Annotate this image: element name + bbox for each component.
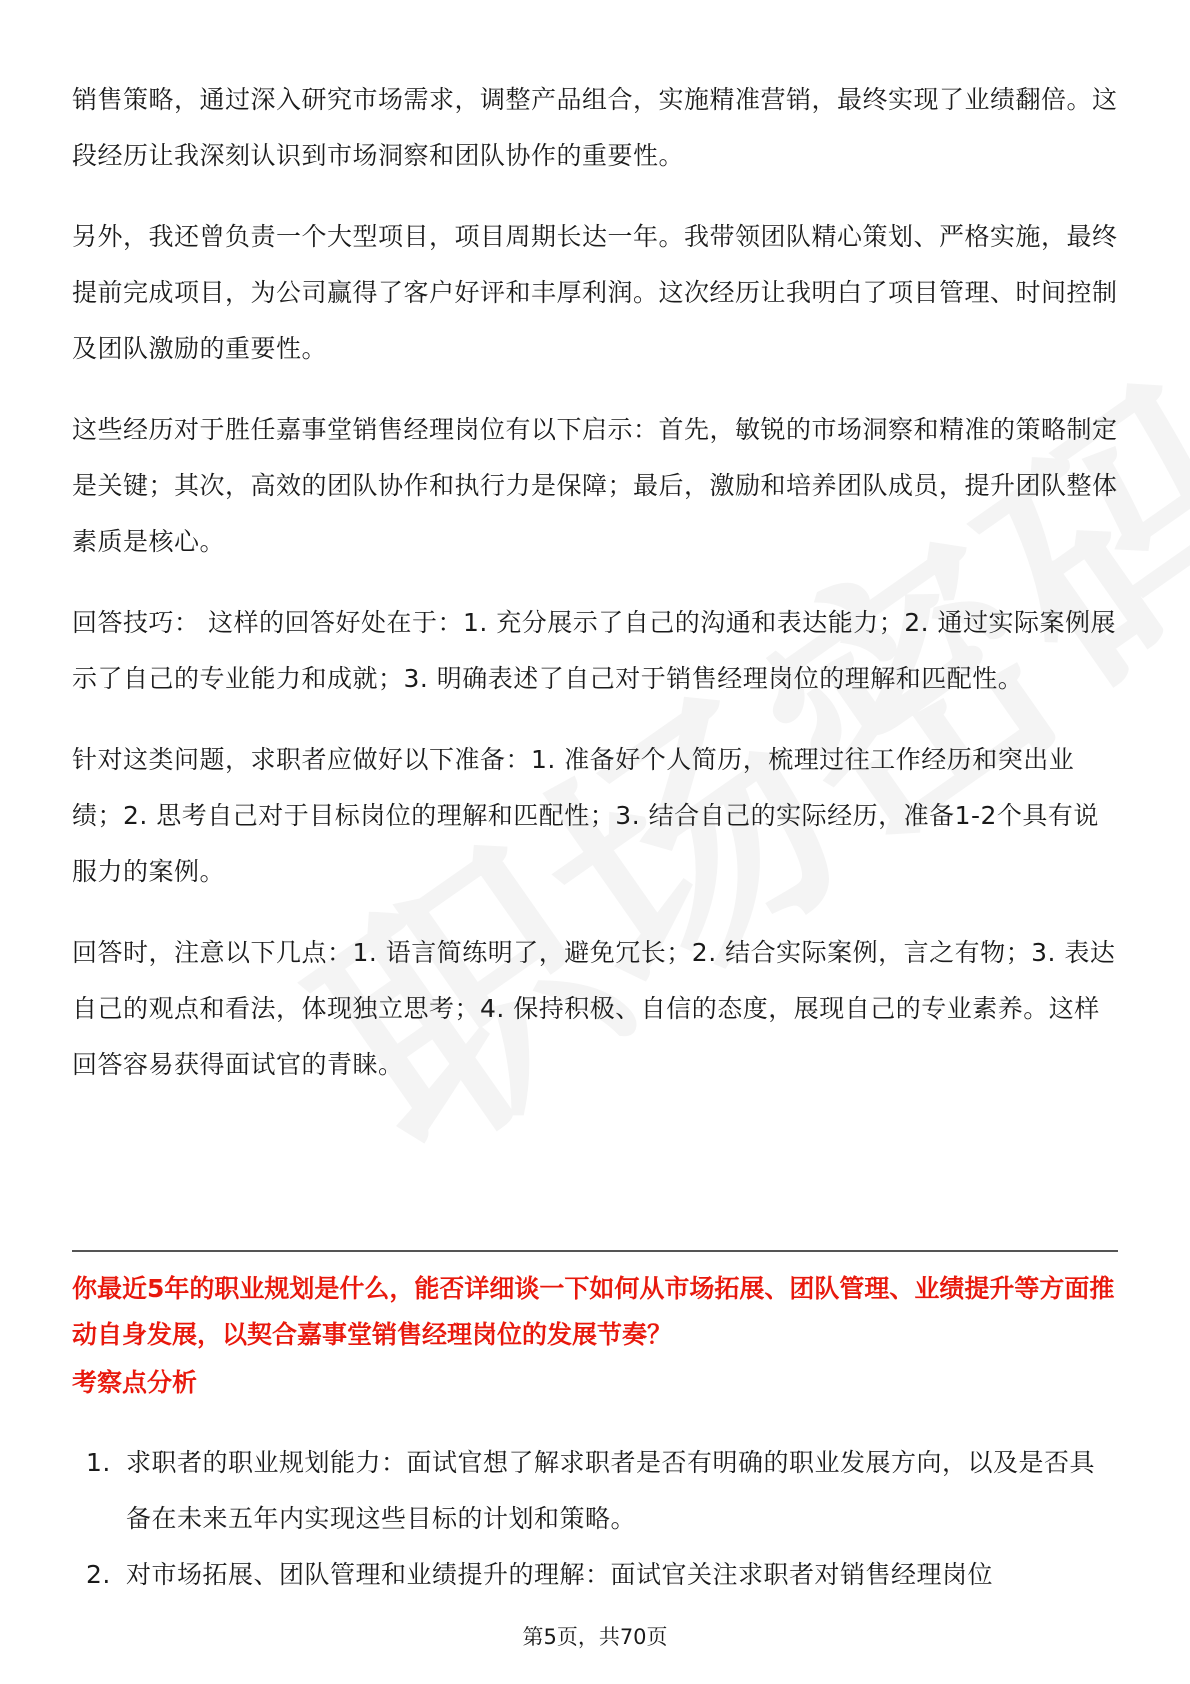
analysis-list [72, 1435, 1118, 1603]
paragraph-5: 针对这类问题，求职者应做好以下准备：1. 准备好个人简历，梳理过往工作经历和突出业绩；2. 思考自己对于目标岗位的理解和匹配性；3. 结合自己的实际经历，准备1-2个具有说服力的案例。 [72, 745, 1099, 886]
list-item-number: 2. [86, 1560, 111, 1589]
page-footer: 第5页，共70页 [522, 1625, 668, 1649]
paragraph-3: 这些经历对于胜任嘉事堂销售经理岗位有以下启示：首先，敏锐的市场洞察和精准的策略制定是关键；其次，高效的团队协作和执行力是保障；最后，激励和培养团队成员，提升团队整体素质是核心。 [72, 415, 1118, 556]
list-item [72, 1435, 1118, 1547]
interview-question: 你最近5年的职业规划是什么，能否详细谈一下如何从市场拓展、团队管理、业绩提升等方面推动自身发展，以契合嘉事堂销售经理岗位的发展节奏？ [72, 1274, 1115, 1349]
list-item-text: 对市场拓展、团队管理和业绩提升的理解：面试官关注求职者对销售经理岗位 [126, 1560, 994, 1589]
list-item-number: 1. [86, 1448, 111, 1477]
paragraph-4: 回答技巧： 这样的回答好处在于：1. 充分展示了自己的沟通和表达能力；2. 通过实际案例展示了自己的专业能力和成就；3. 明确表述了自己对于销售经理岗位的理解和匹配性。 [72, 608, 1117, 693]
paragraph-6: 回答时，注意以下几点：1. 语言简练明了，避免冗长；2. 结合实际案例，言之有物；3. 表达自己的观点和看法，体现独立思考；4. 保持积极、自信的态度，展现自己的专业素养。这样回答容易获得面试官的青睐。 [72, 938, 1116, 1079]
body-text [72, 72, 1118, 1118]
list-item [72, 1547, 1118, 1603]
list-item-text: 求职者的职业规划能力：面试官想了解求职者是否有明确的职业发展方向，以及是否具备在未来五年内实现这些目标的计划和策略。 [126, 1448, 1096, 1533]
paragraph-2: 另外，我还曾负责一个大型项目，项目周期长达一年。我带领团队精心策划、严格实施，最终提前完成项目，为公司赢得了客户好评和丰厚利润。这次经历让我明白了项目管理、时间控制及团队激励的重要性。 [72, 222, 1118, 363]
section-title: 考察点分析 [72, 1368, 198, 1397]
paragraph-1: 销售策略，通过深入研究市场需求，调整产品组合，实施精准营销，最终实现了业绩翻倍。这段经历让我深刻认识到市场洞察和团队协作的重要性。 [72, 85, 1118, 170]
section-divider [72, 1250, 1118, 1252]
